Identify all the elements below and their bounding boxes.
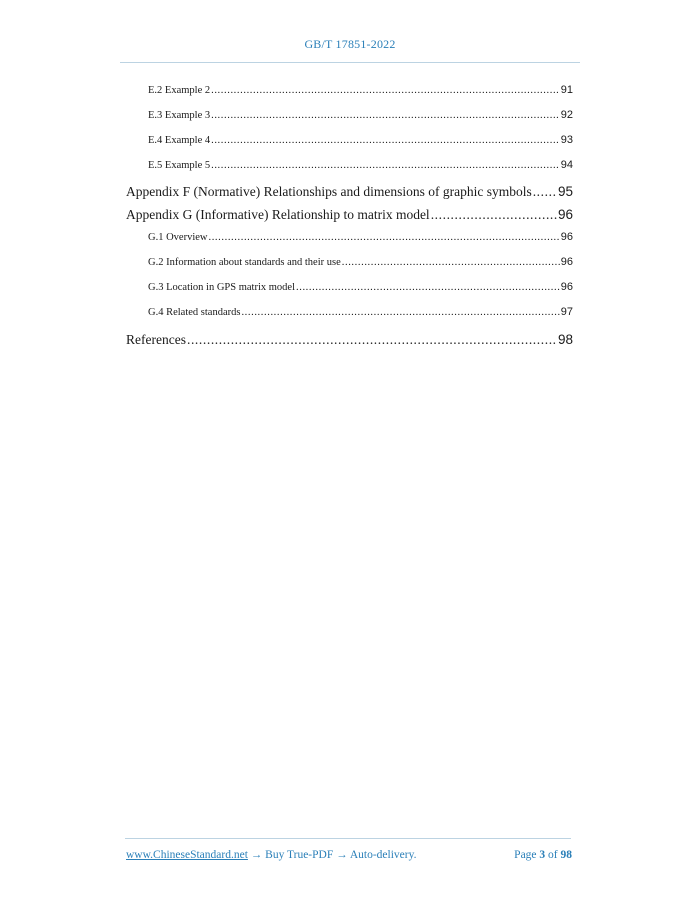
toc-entry-page: 96 — [560, 256, 573, 268]
current-page-number: 3 — [539, 849, 546, 861]
total-pages-number: 98 — [560, 849, 572, 861]
toc-entry-page: 93 — [560, 134, 573, 146]
toc-dot-leader — [187, 332, 557, 348]
toc-dot-leader — [296, 282, 560, 293]
toc-entry-page: 97 — [560, 306, 573, 318]
footer-divider — [125, 838, 571, 839]
toc-entry-g4[interactable] — [148, 306, 573, 318]
toc-entry-page: 96 — [557, 207, 573, 222]
toc-entry-page: 91 — [560, 84, 573, 96]
toc-entry-page: 92 — [560, 109, 573, 121]
toc-entry-label: References — [126, 332, 186, 347]
toc-dot-leader — [342, 257, 560, 268]
toc-dot-leader — [211, 135, 560, 146]
toc-entry-appendix-g[interactable] — [126, 207, 573, 223]
toc-entry-page: 95 — [557, 184, 573, 199]
page-of-label: of — [548, 849, 558, 861]
toc-entry-label: E.3 Example 3 — [148, 110, 211, 121]
toc-entry-g2[interactable] — [148, 256, 573, 268]
toc-entry-label: Appendix G (Informative) Relationship to matrix model — [126, 207, 430, 222]
toc-entry-e4[interactable] — [148, 134, 573, 146]
toc-dot-leader — [431, 207, 557, 223]
toc-dot-leader — [241, 307, 559, 318]
toc-entry-label: G.3 Location in GPS matrix model — [148, 282, 295, 293]
toc-entry-label: E.2 Example 2 — [148, 85, 211, 96]
toc-dot-leader — [208, 232, 559, 243]
toc-entry-e3[interactable] — [148, 109, 573, 121]
toc-entry-label: G.2 Information about standards and their use — [148, 257, 341, 268]
page-label: Page — [514, 849, 537, 861]
toc-entry-label: E.4 Example 4 — [148, 135, 211, 146]
toc-entry-e5[interactable] — [148, 159, 573, 171]
footer-tagline: → Buy True-PDF → Auto-delivery. — [247, 849, 417, 861]
toc-entry-label: E.5 Example 5 — [148, 160, 211, 171]
toc-entry-page: 96 — [560, 231, 573, 243]
footer-promo — [126, 849, 416, 861]
toc-entry-appendix-f[interactable] — [126, 184, 573, 200]
toc-entry-page: 94 — [560, 159, 573, 171]
document-code: GB/T 17851-2022 — [304, 37, 396, 51]
toc-entry-references[interactable] — [126, 332, 573, 348]
toc-entry-e2[interactable] — [148, 84, 573, 96]
toc-entry-g1[interactable] — [148, 231, 573, 243]
toc-entry-label: G.1 Overview — [148, 232, 208, 243]
toc-entry-page: 98 — [557, 332, 573, 347]
toc-dot-leader — [211, 160, 560, 171]
toc-entry-page: 96 — [560, 281, 573, 293]
page-header — [0, 37, 700, 52]
toc-entry-label: G.4 Related standards — [148, 307, 241, 318]
toc-dot-leader — [211, 85, 560, 96]
website-link[interactable]: www.ChineseStandard.net — [126, 849, 248, 861]
page-footer — [126, 849, 572, 861]
toc-dot-leader — [211, 110, 560, 121]
header-divider — [120, 62, 580, 63]
toc-dot-leader — [533, 184, 557, 200]
toc-entry-label: Appendix F (Normative) Relationships and dimensions of graphic symbols — [126, 184, 532, 199]
page-number-indicator — [514, 849, 572, 861]
toc-entry-g3[interactable] — [148, 281, 573, 293]
